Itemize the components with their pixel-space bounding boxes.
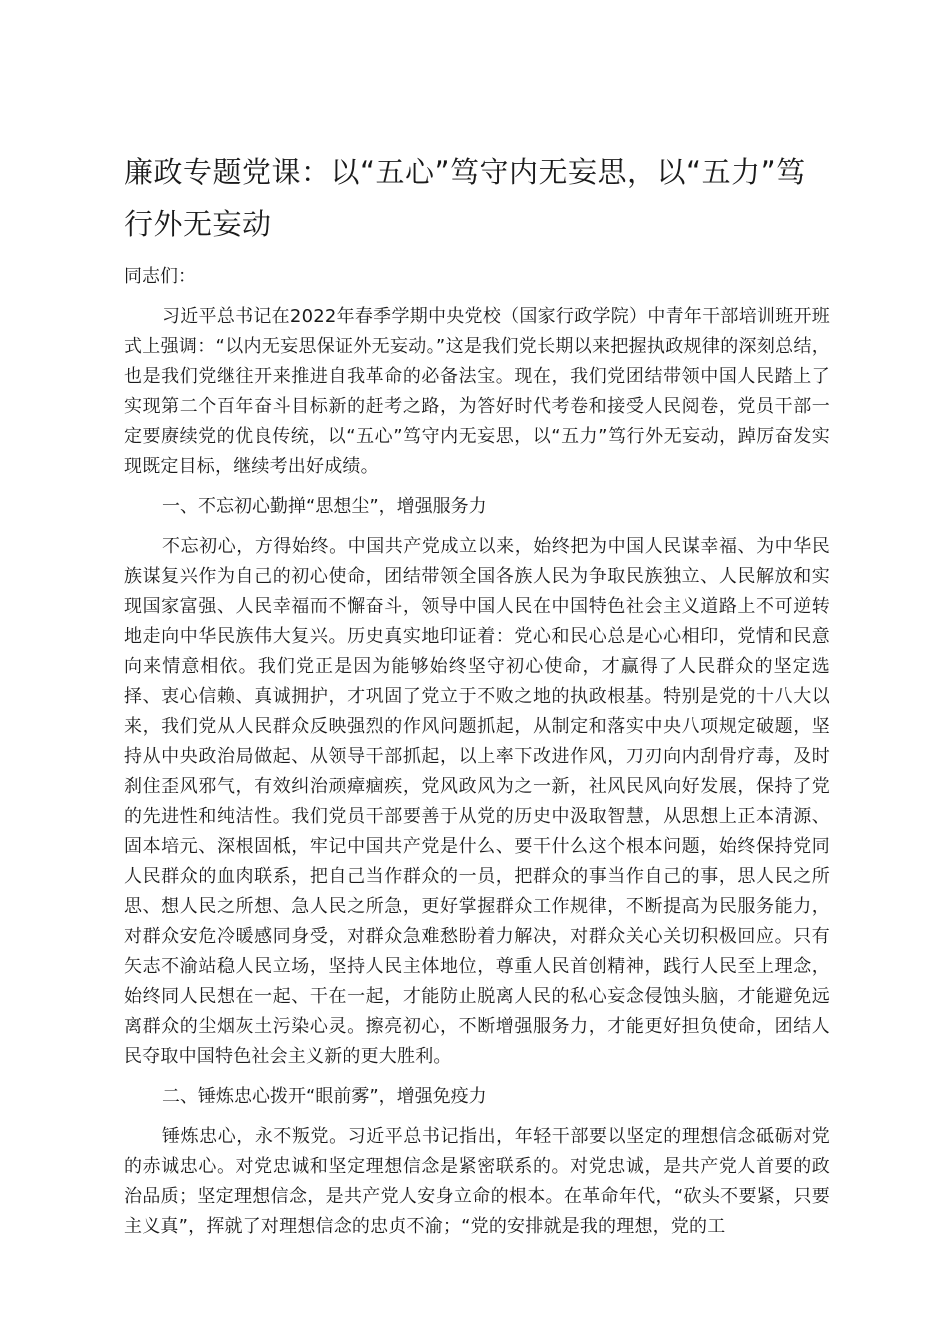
salutation: 同志们： (124, 266, 196, 287)
intro-paragraph: 习近平总书记在2022年春季学期中央党校（国家行政学院）中青年干部培训班开班式上强调：“以内无妄思保证外无妄动。”这是我们党长期以来把握执政规律的深刻总结，也是我们党继往开来推进自我革命的必备法宝。现在，我们党团结带领中国人民踏上了实现第二个百年奋斗目标新的赶考之路，为答好时代考卷和接受人民阅卷，党员干部一定要赓续党的优良传统，以“五心”笃守内无妄思，以“五力”笃行外无妄动，踔厉奋发实现既定目标，继续考出好成绩。 (124, 306, 830, 477)
section-2-paragraph: 锤炼忠心，永不叛党。习近平总书记指出，年轻干部要以坚定的理想信念砥砺对党的赤诚忠心。对党忠诚和坚定理想信念是紧密联系的。对党忠诚，是共产党人首要的政治品质；坚定理想信念，是共产党人安身立命的根本。在革命年代，“砍头不要紧，只要主义真”，挥就了对理想信念的忠贞不渝；“党的安排就是我的理想，党的工 (124, 1126, 830, 1237)
document-title: 廉政专题党课：以“五心”笃守内无妄思，以“五力”笃行外无妄动 (124, 155, 806, 241)
section-2-heading: 二、锤炼忠心拨开“眼前雾”，增强免疫力 (162, 1086, 487, 1107)
section-1-heading: 一、不忘初心勤掸“思想尘”，增强服务力 (162, 496, 487, 517)
section-1-paragraph: 不忘初心，方得始终。中国共产党成立以来，始终把为中国人民谋幸福、为中华民族谋复兴作为自己的初心使命，团结带领全国各族人民为争取民族独立、人民解放和实现国家富强、人民幸福而不懈奋斗，领导中国人民在中国特色社会主义道路上不可逆转地走向中华民族伟大复兴。历史真实地印证着：党心和民心总是心心相印，党情和民意向来情意相依。我们党正是因为能够始终坚守初心使命，才赢得了人民群众的坚定选择、衷心信赖、真诚拥护，才巩固了党立于不败之地的执政根基。特别是党的十八大以来，我们党从人民群众反映强烈的作风问题抓起，从制定和落实中央八项规定破题，坚持从中央政治局做起、从领导干部抓起，以上率下改进作风，刀刃向内刮骨疗毒，及时刹住歪风邪气，有效纠治顽瘴痼疾，党风政风为之一新，社风民风向好发展，保持了党的先进性和纯洁性。我们党员干部要善于从党的历史中汲取智慧，从思想上正本清源、固本培元、深根固柢，牢记中国共产党是什么、要干什么这个根本问题，始终保持党同人民群众的血肉联系，把自己当作群众的一员，把群众的事当作自己的事，思人民之所思、想人民之所想、急人民之所急，更好掌握群众工作规律，不断提高为民服务能力，对群众安危冷暖感同身受，对群众急难愁盼着力解决，对群众关心关切积极回应。只有矢志不渝站稳人民立场，坚持人民主体地位，尊重人民首创精神，践行人民至上理念，始终同人民想在一起、干在一起，才能防止脱离人民的私心妄念侵蚀头脑，才能避免远离群众的尘烟灰土污染心灵。擦亮初心，不断增强服务力，才能更好担负使命，团结人民夺取中国特色社会主义新的更大胜利。 (124, 536, 830, 1067)
document-page (124, 146, 830, 1252)
